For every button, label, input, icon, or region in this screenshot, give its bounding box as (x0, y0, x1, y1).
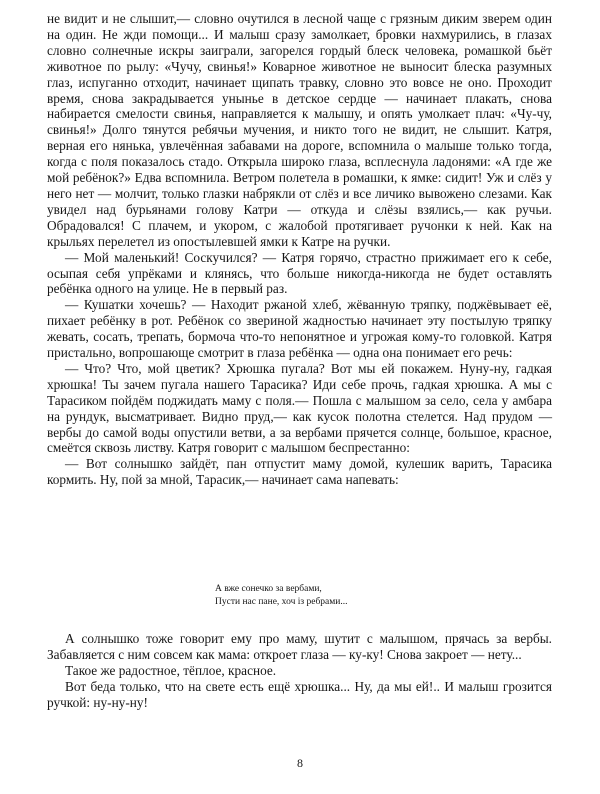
verse-line-1: А вже сонечко за вербами, (215, 584, 322, 594)
paragraph-1: не видит и не слышит,— словно очутился в лесной чаще с грязным диким зверем один на один. Не жди помощи... И малыш сразу замолкает, бровки нахмурились, в глазах словно солнечные искры заиграли, загорелся гордый блеск человека, ромашкой бьёт животное по рылу: «Чучу, свинья!» Коварное животное не выносит блеска разумных глаз, испуганно отходит, начинает щипать травку, словно это вовсе не оно. Проходит время, снова закрадывается уныньe в детское сердце — начинает плакать, снова набирается смелости свинья, направляется к малышу, и опять умолкает плач: «Чу-чу, свинья!» Долго тянутся ребячьи мучения, и никто того не видит, не слышит. Катря, верная его нянька, увлечённая забавами на дороге, вспомнила о малыше только тогда, когда с поля показалось стадо. Открыла широко глаза, всплеснула ладонями: «А где же мой ребёнок?» Едва вспомнила. Ветром полетела в ромашки, к ямке: сидит! Уж и слёз у него нет — молчит, только глазки набрякли от слёз и все личико вывожено слезами. Как увидел над бурьянами голову Катри — откуда и слёзы взялись,— как ручьи. Обрадовался! С плачем, и укором, с жалобой протягивает ручонки к ней. Как на крыльях перелетел из опостылевшей ямки к Катре на ручки. (47, 11, 552, 249)
paragraph-5: — Вот солнышко зайдёт, пан отпустит маму домой, кулешик варить, Тарасика кормить. Ну, пой за мной, Тарасик,— начинает сама напевать: (47, 456, 552, 488)
closing-paragraph-1: А солнышко тоже говорит ему про маму, шутит с малышом, прячась за вербы. Забавляется с ним совсем как мама: откроет глаза — ку-ку! Снова закроет — нету... (47, 631, 552, 662)
paragraph-4: — Что? Что, мой цветик? Хрюшка пугала? Вот мы ей покажем. Нуну-ну, гадкая хрюшка! Ты зачем пугала нашего Тарасика? Иди себе прочь, гадкая хрюшка. А мы с Тарасиком пойдём поджидать маму с поля.— Пошла с малышом за село, села у амбара на рундук, высматривает. Видно пруд,— как кусок полотна стелется. Над прудом — вербы до самой воды опустили ветви, а за вербами прячется солнце, большое, красное, смеётся сквозь листву. Катря говорит с малышом беспрестанно: (47, 360, 552, 456)
paragraph-2: — Мой маленький! Соскучился? — Катря горячо, страстно прижимает его к себе, осыпая себя упрёками и клянясь, что больше никогда-никогда не будет оставлять ребёнка одного на улице. Не в первый раз. (47, 249, 552, 297)
closing-paragraph-2: Такое же радостное, тёплое, красное. (65, 662, 277, 678)
song-verse (215, 583, 475, 609)
closing-paragraph-3: Вот беда только, что на свете есть ещё хрюшка... Ну, да мы ей!.. И малыш грозится ручкой: ну-ну-ну! (47, 678, 552, 710)
paragraph-3: — Кушатки хочешь? — Находит ржаной хлеб, жёванную тряпку, поджёвывает её, пихает ребёнку в рот. Ребёнок со звериной жадностью начинает эту постылую тряпку жевать, сосать, трепать, бормоча что-то непонятное и угрожая кому-то головкой. Катря пристально, вопрошающе смотрит в глаза ребёнка — одна она понимает его речь: (47, 297, 552, 361)
main-text (47, 11, 552, 488)
closing-text (47, 631, 552, 711)
page-number: 8 (297, 756, 303, 770)
verse-line-2: Пусти нас пане, хоч із ребрами... (215, 597, 348, 607)
